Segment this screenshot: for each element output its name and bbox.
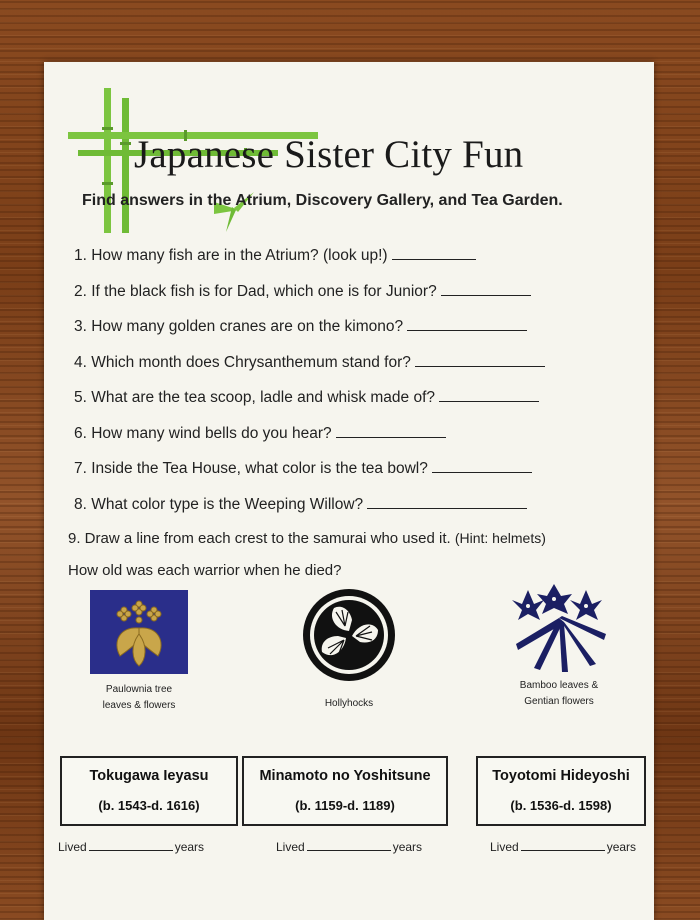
question-text: 1. How many fish are in the Atrium? (look up!)	[74, 247, 388, 264]
question-text: 7. Inside the Tea House, what color is the tea bowl?	[74, 460, 428, 477]
answer-blank[interactable]	[432, 458, 532, 473]
question-9	[68, 530, 546, 547]
samurai-dates: (b. 1543-d. 1616)	[98, 798, 200, 813]
answer-blank[interactable]	[439, 387, 539, 402]
worksheet-paper	[44, 62, 654, 920]
answer-blank[interactable]	[367, 494, 527, 509]
question-text: 5. What are the tea scoop, ladle and whisk made of?	[74, 389, 436, 406]
question-text: 3. How many golden cranes are on the kimono?	[74, 318, 404, 335]
question-text: 8. What color type is the Weeping Willow?	[74, 495, 364, 513]
paulownia-crest-icon[interactable]	[90, 590, 188, 674]
samurai-box-toyotomi[interactable]	[476, 756, 646, 826]
bamboo-gentian-crest-icon[interactable]	[504, 584, 614, 674]
samurai-name: Minamoto no Yoshitsune	[259, 768, 431, 784]
question-item	[74, 380, 654, 416]
hollyhock-crest-icon[interactable]	[300, 586, 398, 684]
answer-blank[interactable]	[407, 316, 527, 331]
question-9-text: 9. Draw a line from each crest to the samurai who used it.	[68, 530, 451, 547]
question-item	[74, 416, 654, 452]
question-item	[74, 345, 654, 381]
question-item	[74, 451, 654, 487]
samurai-dates: (b. 1159-d. 1189)	[295, 798, 395, 813]
samurai-name: Tokugawa Ieyasu	[89, 768, 209, 784]
question-item	[74, 274, 654, 310]
samurai-box-minamoto[interactable]	[242, 756, 448, 826]
question-item	[74, 238, 654, 274]
question-text: 6. How many wind bells do you hear?	[74, 424, 332, 442]
samurai-name: Toyotomi Hideyoshi	[492, 768, 630, 784]
question-list	[74, 238, 654, 522]
lived-line[interactable]: Lived years	[490, 840, 637, 854]
question-9-hint: (Hint: helmets)	[454, 530, 546, 546]
question-text: 2. If the black fish is for Dad, which one is for Junior?	[74, 282, 437, 300]
question-item	[74, 309, 654, 345]
subtitle: Find answers in the Atrium, Discovery Gallery, and Tea Garden.	[82, 192, 563, 209]
page-title: Japanese Sister City Fun	[134, 133, 524, 176]
answer-blank[interactable]	[415, 352, 545, 367]
crest-caption: Paulownia tree leaves & flowers	[102, 684, 176, 711]
samurai-box-tokugawa[interactable]	[60, 756, 238, 826]
question-text: 4. Which month does Chrysanthemum stand for?	[74, 353, 411, 371]
lived-line[interactable]: Lived years	[276, 840, 423, 854]
crest-caption: Hollyhocks	[324, 698, 374, 709]
crest-caption: Bamboo leaves & Gentian flowers	[519, 680, 599, 707]
question-9-followup: How old was each warrior when he died?	[68, 562, 342, 579]
question-item	[74, 487, 654, 523]
answer-blank[interactable]	[336, 423, 446, 438]
samurai-dates: (b. 1536-d. 1598)	[510, 798, 612, 813]
answer-blank[interactable]	[392, 245, 476, 260]
answer-blank[interactable]	[441, 281, 531, 296]
lived-line[interactable]: Lived years	[58, 840, 205, 854]
